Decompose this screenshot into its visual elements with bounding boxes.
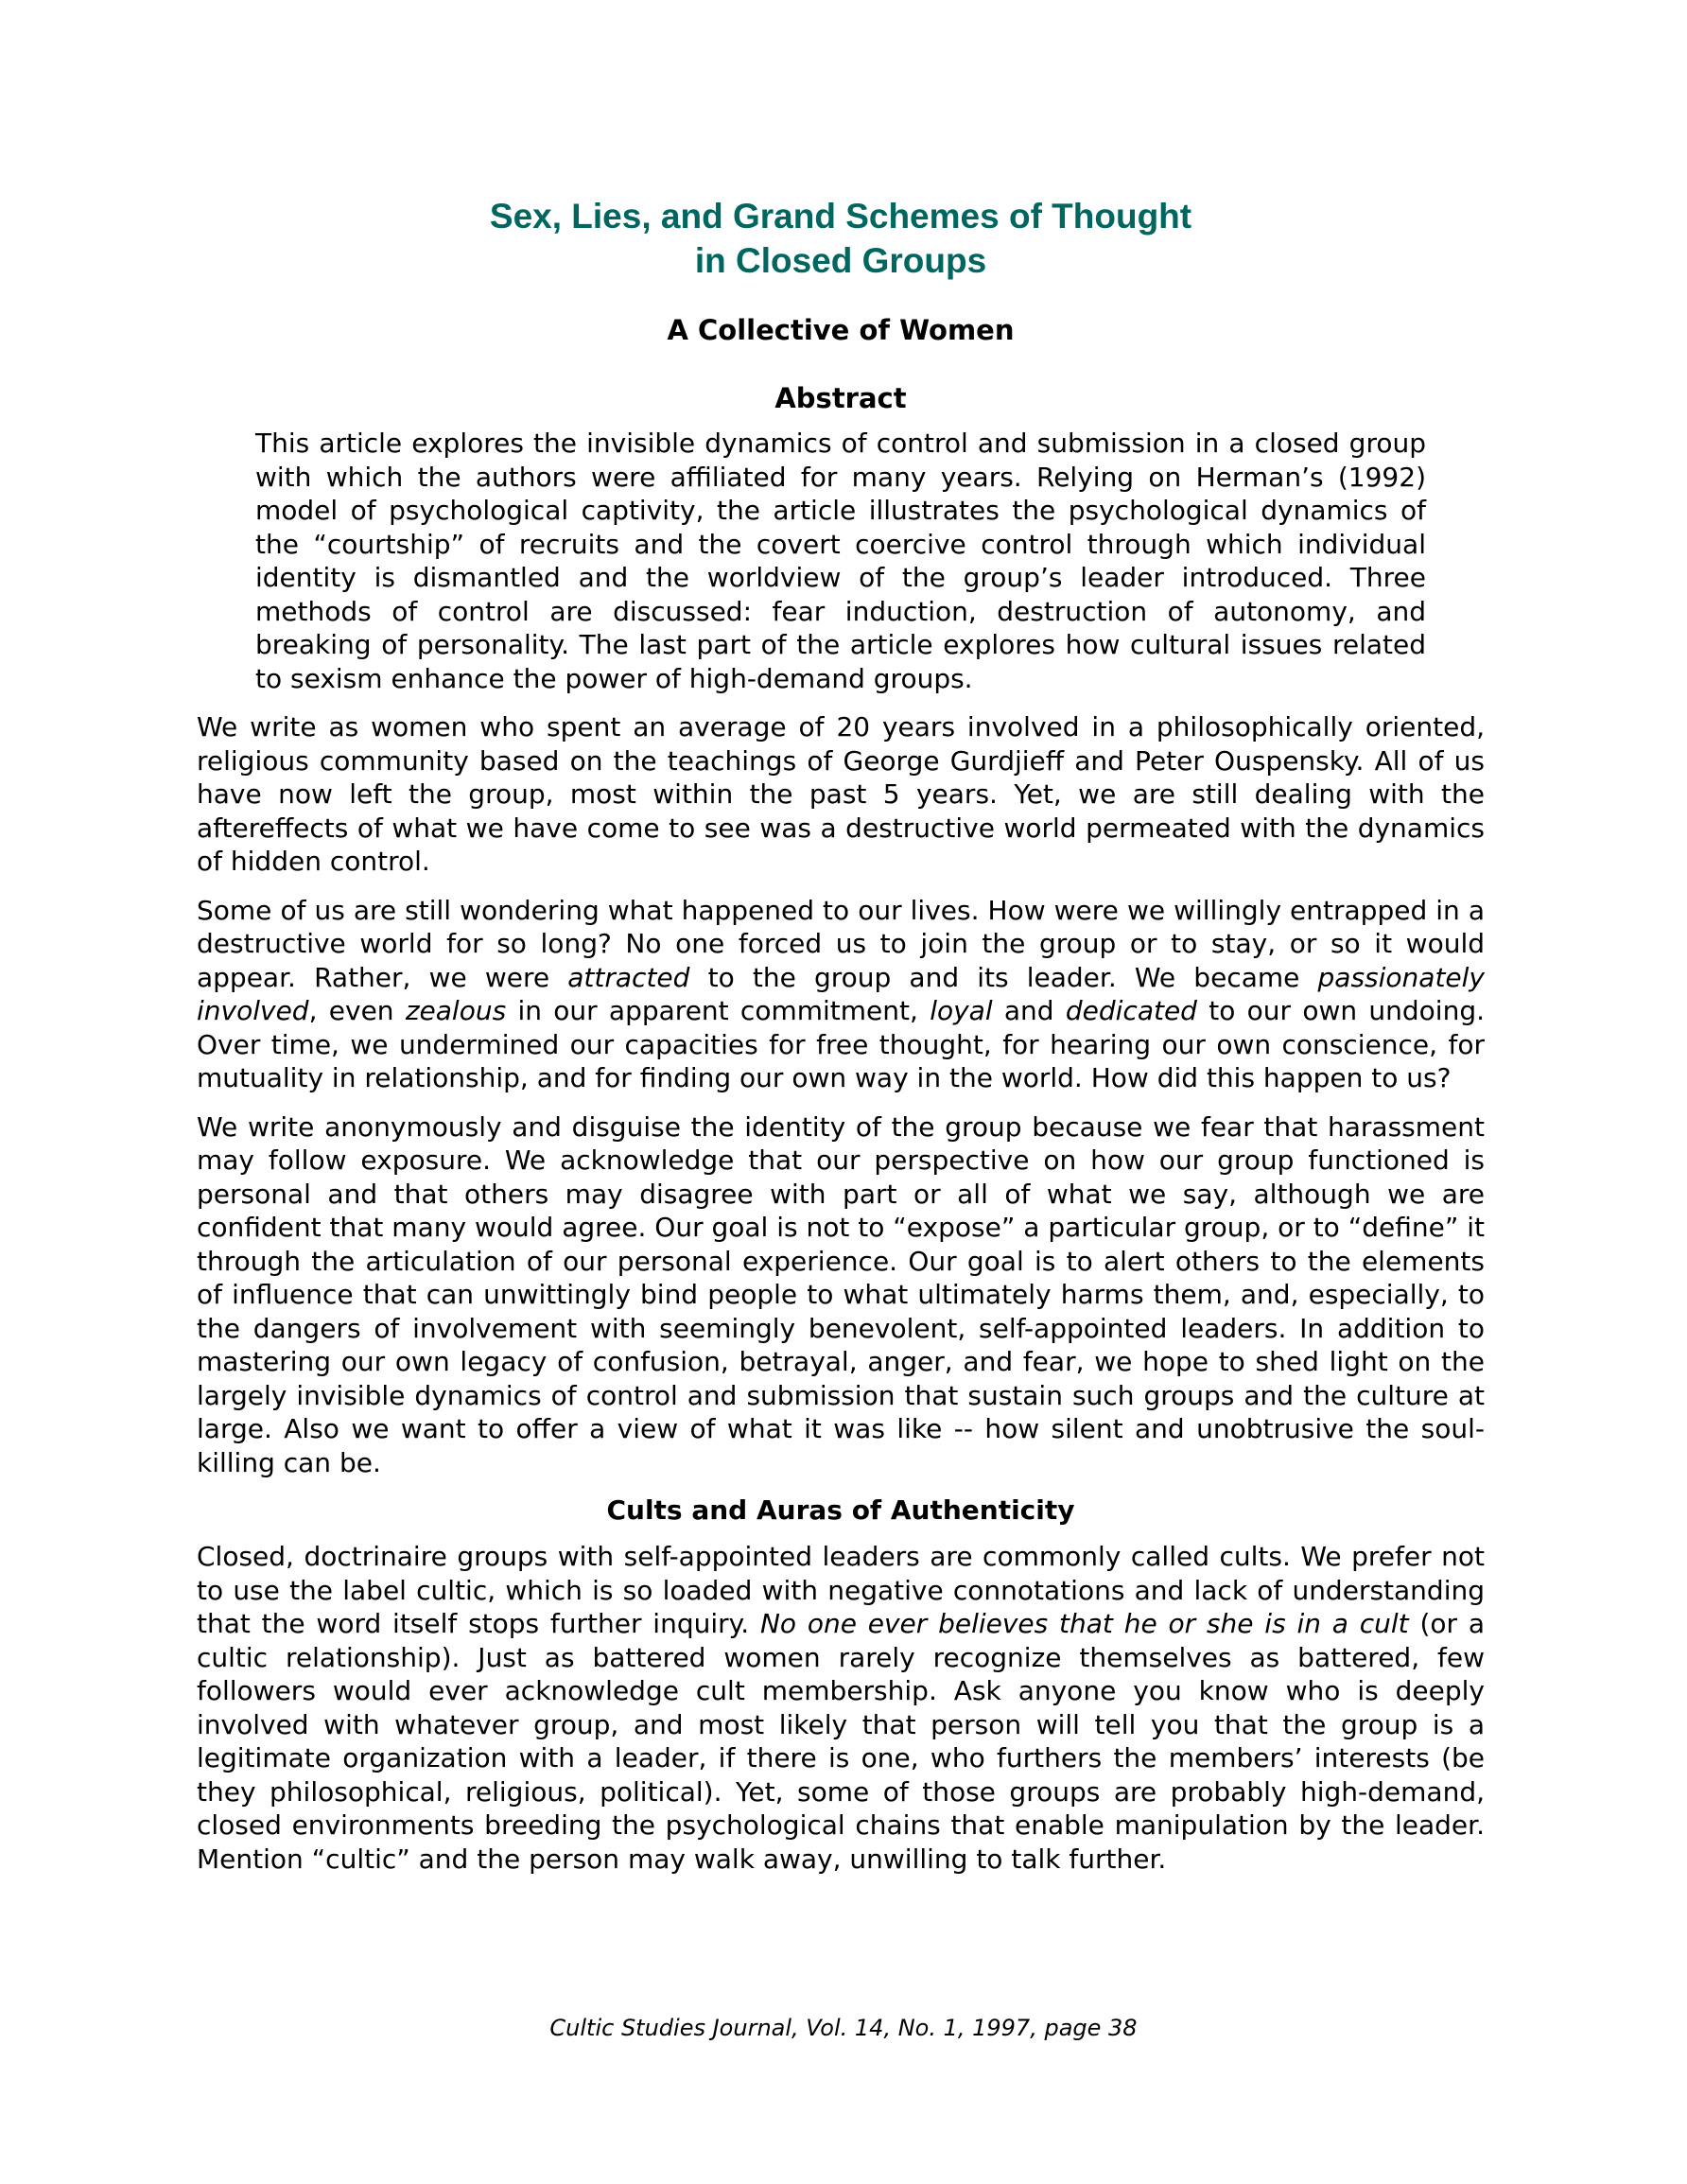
abstract-text: This article explores the invisible dynamics of control and submission in a closed group with which the authors were affiliated for many years. Relying on Herman’s (1992) model of psychological captivity, the article illustrates the psychological dynamics of the “courtship” of recruits and the covert coercive control through which individual identity is dismantled and the worldview of the group’s leader introduced. Three methods of control are discussed: fear induction, destruction of autonomy, and breaking of personality. The last part of the article explores how cultural issues related to sexism enhance the power of high-demand groups. <box>255 428 1426 694</box>
emphasized-text: No one ever believes that he or she is in a cult <box>759 1608 1409 1639</box>
emphasized-text: attracted <box>567 961 690 993</box>
text-run: to our own undoing. Over time, we undermined our capacities for free thought, for hearing our own conscience, for mutuality in relationship, and for finding our own way in the world. How did this happen to us? <box>197 995 1485 1093</box>
section-heading: Cults and Auras of Authenticity <box>606 1494 1075 1526</box>
page-footer-citation: Cultic Studies Journal, Vol. 14, No. 1, 1997, page 38 <box>549 2015 1138 2041</box>
author-byline: A Collective of Women <box>667 314 1015 346</box>
text-run: We write as women who spent an average of 20 years involved in a philosophically oriented, religious community based on the teachings of George Gurdjieff and Peter Ouspensky. All of us have now left the group, most within the past 5 years. Yet, we are still dealing with the aftereffects of what we have come to see was a destructive world permeated with the dynamics of hidden control. <box>197 711 1485 877</box>
text-run: , even <box>308 995 406 1026</box>
abstract-heading: Abstract <box>774 382 907 414</box>
section-paragraphs <box>197 1540 1485 1876</box>
text-run: Some of us are still wondering what happened to our lives. How were we willingly entrapped in a destructive world for so long? No one forced us to join the group or to stay, or so it would appear. Rather, we were <box>197 894 1485 993</box>
article-title <box>197 194 1485 283</box>
text-run: Closed, doctrinaire groups with self-appointed leaders are commonly called cults. We prefer not to use the label cultic, which is so loaded with negative connotations and lack of understanding that the word itself stops further inquiry. <box>197 1541 1485 1639</box>
text-run: We write anonymously and disguise the identity of the group because we fear that harassment may follow exposure. We acknowledge that our perspective on how our group functioned is personal and that others may disagree with part or all of what we say, although we are confident that many would agree. Our goal is not to “expose” a particular group, or to “define” it through the articulation of our personal experience. Our goal is to alert others to the elements of influence that can unwittingly bind people to what ultimately harms them, and, especially, to the dangers of involvement with seemingly benevolent, self-appointed leaders. In addition to mastering our own legacy of confusion, betrayal, anger, and fear, we hope to shed light on the largely invisible dynamics of control and submission that sustain such groups and the culture at large. Also we want to offer a view of what it was like -- how silent and unobtrusive the soul-killing can be. <box>197 1110 1485 1478</box>
text-run: to the group and its leader. We became <box>689 961 1318 993</box>
body-paragraph <box>197 1540 1485 1876</box>
body-paragraph <box>197 894 1485 1095</box>
title-line-1: Sex, Lies, and Grand Schemes of Thought <box>489 197 1192 236</box>
intro-paragraphs <box>197 710 1485 1479</box>
text-run: and <box>992 995 1066 1026</box>
emphasized-text: zealous <box>405 995 507 1026</box>
text-run: (or a cultic relationship). Just as battered women rarely recognize themselves as battered, few followers would ever acknowledge cult membership. Ask anyone you know who is deeply involved with whatever group, and most likely that person will tell you that the group is a legitimate organization with a leader, if there is one, who furthers the members’ interests (be they philosophical, religious, political). Yet, some of those groups are probably high-demand, closed environments breeding the psychological chains that enable manipulation by the leader. Mention “cultic” and the person may walk away, unwilling to talk further. <box>197 1608 1485 1875</box>
body-paragraph <box>197 710 1485 879</box>
title-line-2: in Closed Groups <box>694 241 987 280</box>
article-page <box>197 194 1485 1876</box>
body-paragraph <box>197 1110 1485 1480</box>
text-run: in our apparent commitment, <box>506 995 930 1026</box>
emphasized-text: loyal <box>930 995 993 1026</box>
emphasized-text: dedicated <box>1065 995 1197 1026</box>
emphasized-text: passionately involved <box>197 961 1485 1026</box>
